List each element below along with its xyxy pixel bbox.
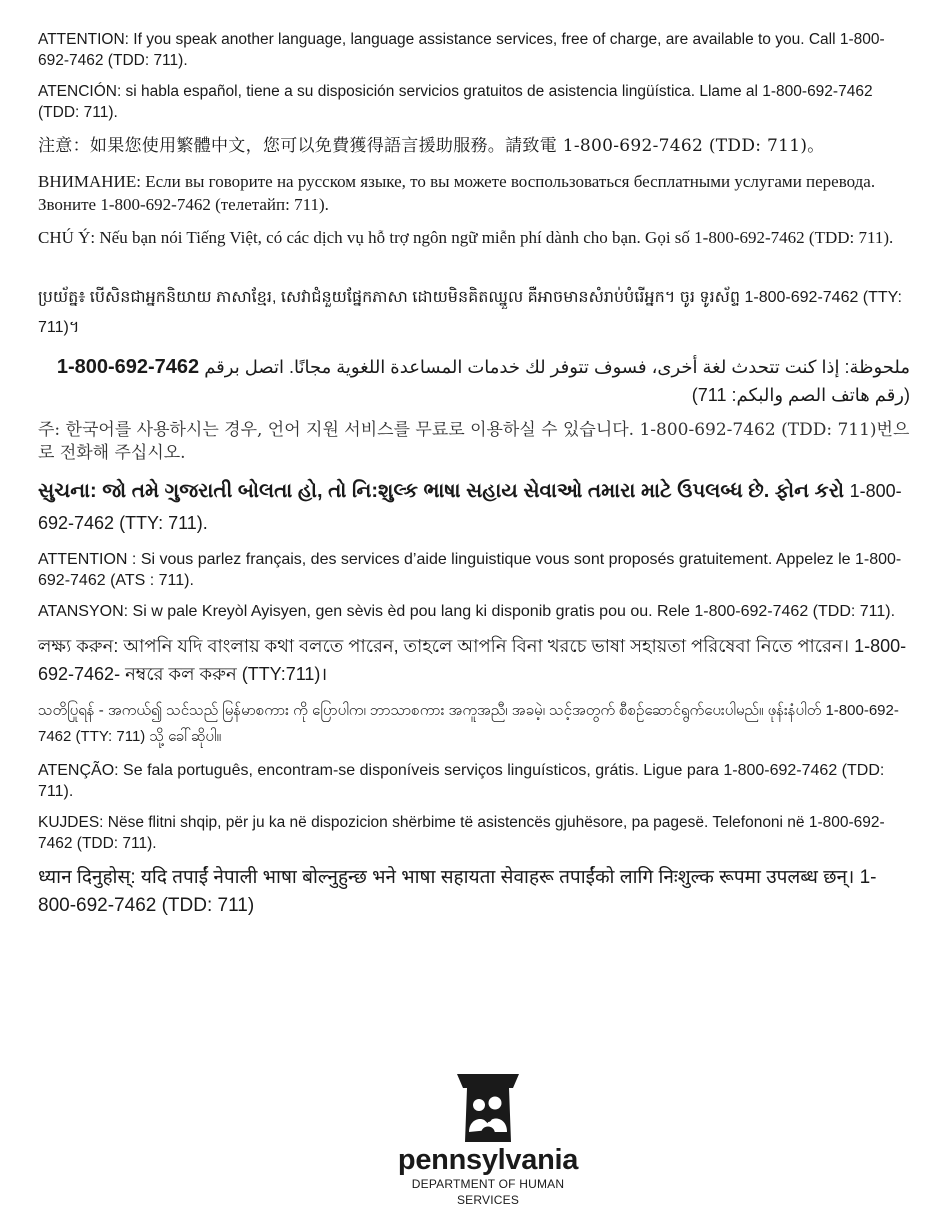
keystone-family-icon xyxy=(455,1072,521,1144)
notice-bengali: লক্ষ্য করুন: আপনি যদি বাংলায় কথা বলতে পারেন, তাহলে আপনি বিনা খরচে ভাষা সহায়তা পরিষেবা নিতে পারেন। 1-800-692-7462- নম্বরে কল করুন (TTY:711)। xyxy=(38,636,907,684)
notice-chinese: 注意：如果您使用繁體中文，您可以免費獲得語言援助服務。請致電 1-800-692-7462 (TDD: 711)。 xyxy=(38,136,825,156)
notice-vietnamese: CHÚ Ý: Nếu bạn nói Tiếng Việt, có các dịch vụ hỗ trợ ngôn ngữ miễn phí dành cho bạn. Gọi số 1-800-692-7462 (TDD: 711). xyxy=(38,228,894,247)
notice-gujarati xyxy=(38,475,910,539)
dhs-logo xyxy=(383,1072,593,1208)
notice-haitian: ATANSYON: Si w pale Kreyòl Ayisyen, gen sèvis èd pou lang ki disponib gratis pou ou. Rele 1-800-692-7462 (TDD: 711). xyxy=(38,603,896,620)
notice-english: ATTENTION: If you speak another language, language assistance services, free of charge, are available to you. Call 1-800-692-7462 (TDD: 711). xyxy=(38,31,885,69)
notice-spanish: ATENCIÓN: si habla español, tiene a su disposición servicios gratuitos de asistencia lingüística. Llame al 1-800-692-7462 (TDD: 711). xyxy=(38,83,873,121)
notice-arabic xyxy=(38,353,910,409)
notice-portuguese: ATENÇÃO: Se fala português, encontram-se disponíveis serviços linguísticos, grátis. Ligue para 1-800-692-7462 (TDD: 711). xyxy=(38,762,885,800)
notice-nepali: ध्यान दिनुहोस्: यदि तपाईं नेपाली भाषा बोल्नुहुन्छ भने भाषा सहायता सेवाहरू तपाईंको लागि निःशुल्क रूपमा उपलब्ध छन्। 1-800-692-7462 (TDD: 711) xyxy=(38,867,877,916)
notice-burmese: သတိပြုရန် - အကယ်၍ သင်သည် မြန်မာစကား ကို ပြောပါက၊ ဘာသာစကား အကူအညီ၊ အခမဲ့၊ သင့်အတွက် စီစဉ်ဆောင်ရွက်ပေးပါမည်။ ဖုန်းနံပါတ် 1-800-692-7462 (TTY: 711) သို့ ခေါ်ဆိုပါ။ xyxy=(38,702,899,745)
notice-korean: 주: 한국어를 사용하시는 경우, 언어 지원 서비스를 무료로 이용하실 수 있습니다. 1-800-692-7462 (TDD: 711)번으로 전화해 주십시오. xyxy=(38,420,910,463)
notice-arabic-tty: (رقم هاتف الصم والبكم: 711) xyxy=(691,385,910,405)
notice-french: ATTENTION : Si vous parlez français, des services d’aide linguistique vous sont proposés gratuitement. Appelez le 1-800-692-7462 (ATS : 711). xyxy=(38,551,902,589)
department-name: DEPARTMENT OF HUMAN SERVICES xyxy=(411,1177,565,1207)
language-assistance-notices xyxy=(38,29,910,930)
brand-wordmark: pennsylvania xyxy=(397,1144,579,1176)
notice-arabic-number: 1-800-692-7462 xyxy=(56,356,200,378)
notice-gujarati-text: સુચના: જો તમે ગુજરાતી બોલતા હો, તો નિ:શુલ્ક ભાષા સહાય સેવાઓ તમારા માટે ઉપલબ્ધ છે. ફોન કરો xyxy=(38,480,845,502)
notice-khmer: ប្រយ័ត្ន៖ បើសិនជាអ្នកនិយាយ ភាសាខ្មែរ, សេវាជំនួយផ្នែកភាសា ដោយមិនគិតឈ្នួល គឺអាចមានសំរាប់បំរើអ្នក។ ចូរ ទូរស័ព្ទ 1-800-692-7462 (TTY: 711)។ xyxy=(38,289,902,336)
notice-russian: ВНИМАНИЕ: Если вы говорите на русском языке, то вы можете воспользоваться бесплатными услугами перевода. Звоните 1-800-692-7462 (телетайп: 711). xyxy=(38,172,876,214)
notice-arabic-text: ملحوظة: إذا كنت تتحدث لغة أخرى، فسوف تتوفر لك خدمات المساعدة اللغوية مجانًا. اتصل برقم xyxy=(204,357,910,377)
notice-albanian: KUJDES: Nëse flitni shqip, për ju ka në dispozicion shërbime të asistencës gjuhësore, pa pagesë. Telefononi në 1-800-692-7462 (TDD: 711). xyxy=(38,814,885,852)
notice-gujarati-number: 1-800-692-7462 (TTY: 711). xyxy=(38,481,902,533)
